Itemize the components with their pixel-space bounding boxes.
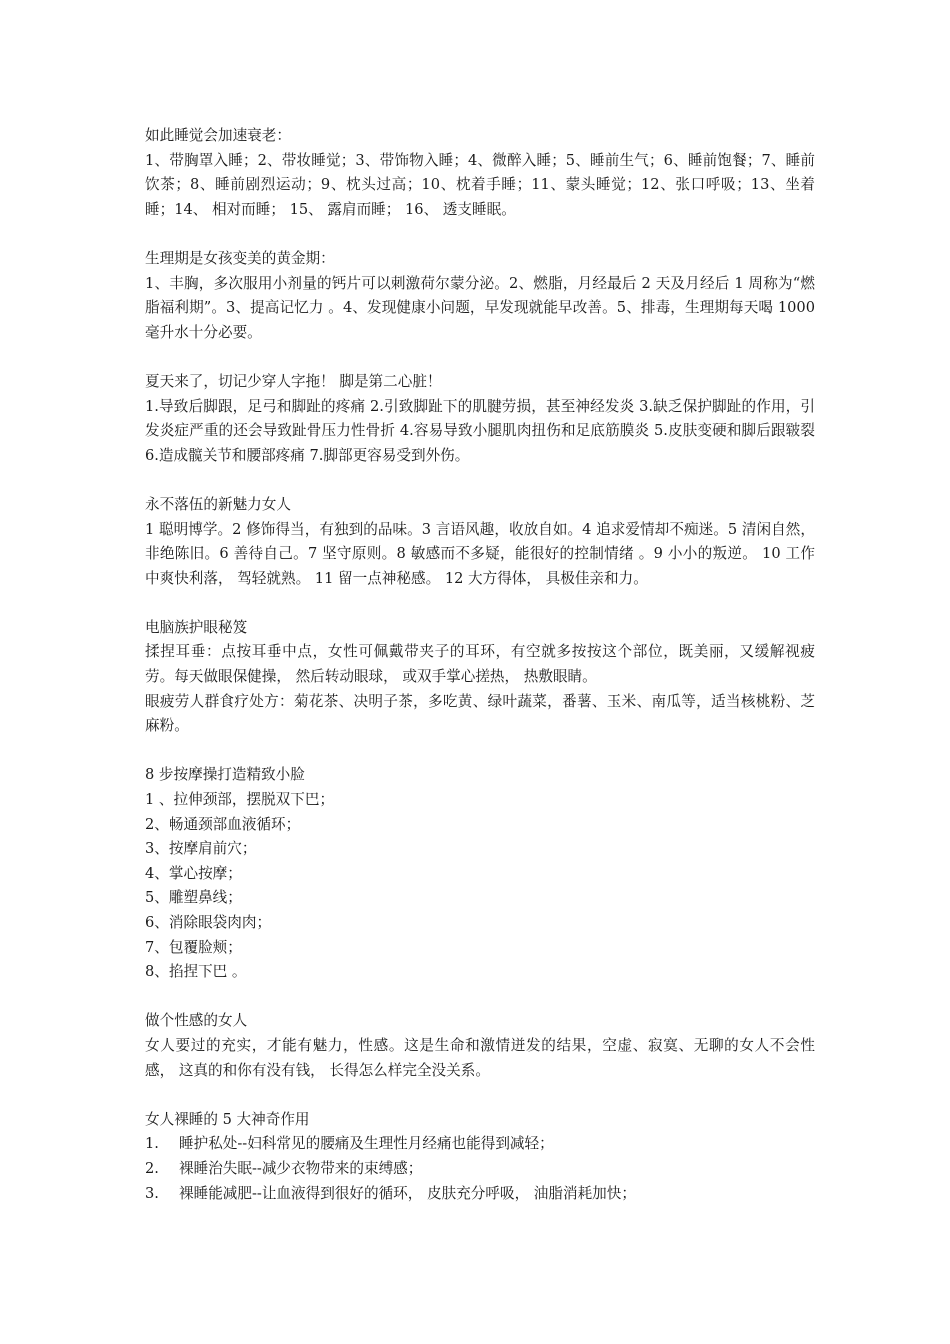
section-paragraph: 揉捏耳垂：点按耳垂中点，女性可佩戴带夹子的耳环，有空就多按按这个部位，既美丽，又缓解视疲劳。每天做眼保健操， 然后转动眼球， 或双手掌心搓热， 热敷眼睛。 (145, 643, 815, 686)
section-paragraph: 女人要过的充实，才能有魅力，性感。这是生命和激情迸发的结果，空虚、寂寞、无聊的女人不会性感， 这真的和你有没有钱， 长得怎么样完全没关系。 (145, 1036, 815, 1079)
section-sexy-woman (145, 1009, 815, 1083)
list-number: 1. (145, 1135, 159, 1153)
list-item: 4、掌心按摩； (145, 864, 242, 882)
section-flip-flops (145, 370, 815, 468)
section-heading: 如此睡觉会加速衰老： (145, 127, 291, 144)
section-paragraph: 1.导致后脚跟，足弓和脚趾的疼痛 2.引致脚趾下的肌腱劳损，甚至神经发炎 3.缺乏保护脚趾的作用，引发炎症严重的还会导致趾骨压力性骨折 4.容易导致小腿肌肉扭伤和足底筋膜炎 5.皮肤变硬和脚后跟皲裂 6.造成髋关节和腰部疼痛 7.脚部更容易受到外伤。 (145, 397, 815, 464)
section-heading: 女人裸睡的 5 大神奇作用 (145, 1110, 310, 1128)
numbered-list-item (145, 1182, 815, 1207)
section-sleep-aging (145, 124, 815, 222)
list-text: 裸睡治失眠--减少衣物带来的束缚感； (179, 1159, 423, 1177)
section-face-massage (145, 763, 815, 984)
list-item: 6、消除眼袋肉肉； (145, 914, 272, 931)
document-page (145, 124, 815, 1231)
section-paragraph: 眼疲劳人群食疗处方：菊花茶、决明子茶，多吃黄、绿叶蔬菜，番薯、玉米、南瓜等，适当核桃粉、芝麻粉。 (145, 692, 815, 735)
list-item: 5、雕塑鼻线； (145, 889, 242, 907)
section-paragraph: 1、丰胸，多次服用小剂量的钙片可以刺激荷尔蒙分泌。2、燃脂，月经最后 2 天及月经后 1 周称为“燃脂福利期”。3、提高记忆力 。4、发现健康小问题，早发现就能早改善。5、排毒，生理期每天喝 1000 毫升水十分必要。 (145, 274, 815, 341)
section-heading: 生理期是女孩变美的黄金期： (145, 249, 335, 267)
list-item: 8、掐捏下巴 。 (145, 963, 247, 981)
section-naked-sleep (145, 1108, 815, 1206)
list-number: 3. (145, 1184, 159, 1202)
numbered-list-item (145, 1157, 815, 1182)
section-heading: 做个性感的女人 (145, 1012, 248, 1030)
section-heading: 8 步按摩操打造精致小脸 (145, 766, 305, 784)
section-heading: 永不落伍的新魅力女人 (145, 495, 291, 513)
section-menstrual-period (145, 247, 815, 345)
numbered-list-item (145, 1132, 815, 1157)
section-charming-woman (145, 493, 815, 591)
list-item: 3、按摩肩前穴； (145, 840, 257, 858)
section-paragraph: 1 聪明博学。2 修饰得当，有独到的品味。3 言语风趣，收放自如。4 追求爱情却不痴迷。5 清闲自然，非绝陈旧。6 善待自己。7 坚守原则。8 敏感而不多疑，能很好的控制情绪 。9 小小的叛逆。 10 工作中爽快利落， 驾轻就熟。 11 留一点神秘感。 12 大方得体， 具极佳亲和力。 (145, 520, 815, 587)
list-item: 7、包覆脸颊； (145, 938, 242, 956)
section-eye-care (145, 616, 815, 739)
list-text: 裸睡能减肥--让血液得到很好的循环， 皮肤充分呼吸， 油脂消耗加快； (179, 1184, 636, 1202)
list-text: 睡护私处--妇科常见的腰痛及生理性月经痛也能得到减轻； (179, 1135, 554, 1153)
section-heading: 电脑族护眼秘笈 (145, 618, 248, 636)
section-heading: 夏天来了，切记少穿人字拖！ 脚是第二心脏！ (145, 372, 442, 390)
list-item: 1 、拉伸颈部，摆脱双下巴； (145, 791, 335, 809)
list-number: 2. (145, 1159, 159, 1177)
section-paragraph: 1、带胸罩入睡；2、带妆睡觉；3、带饰物入睡；4、微醉入睡；5、睡前生气；6、睡前饱餐；7、睡前饮茶；8、睡前剧烈运动；9、枕头过高；10、枕着手睡；11、蒙头睡觉；12、张口呼吸；13、坐着睡；14、 相对而睡； 15、 露肩而睡； 16、 透支睡眠。 (145, 151, 815, 218)
list-item: 2、畅通颈部血液循环； (145, 815, 301, 833)
